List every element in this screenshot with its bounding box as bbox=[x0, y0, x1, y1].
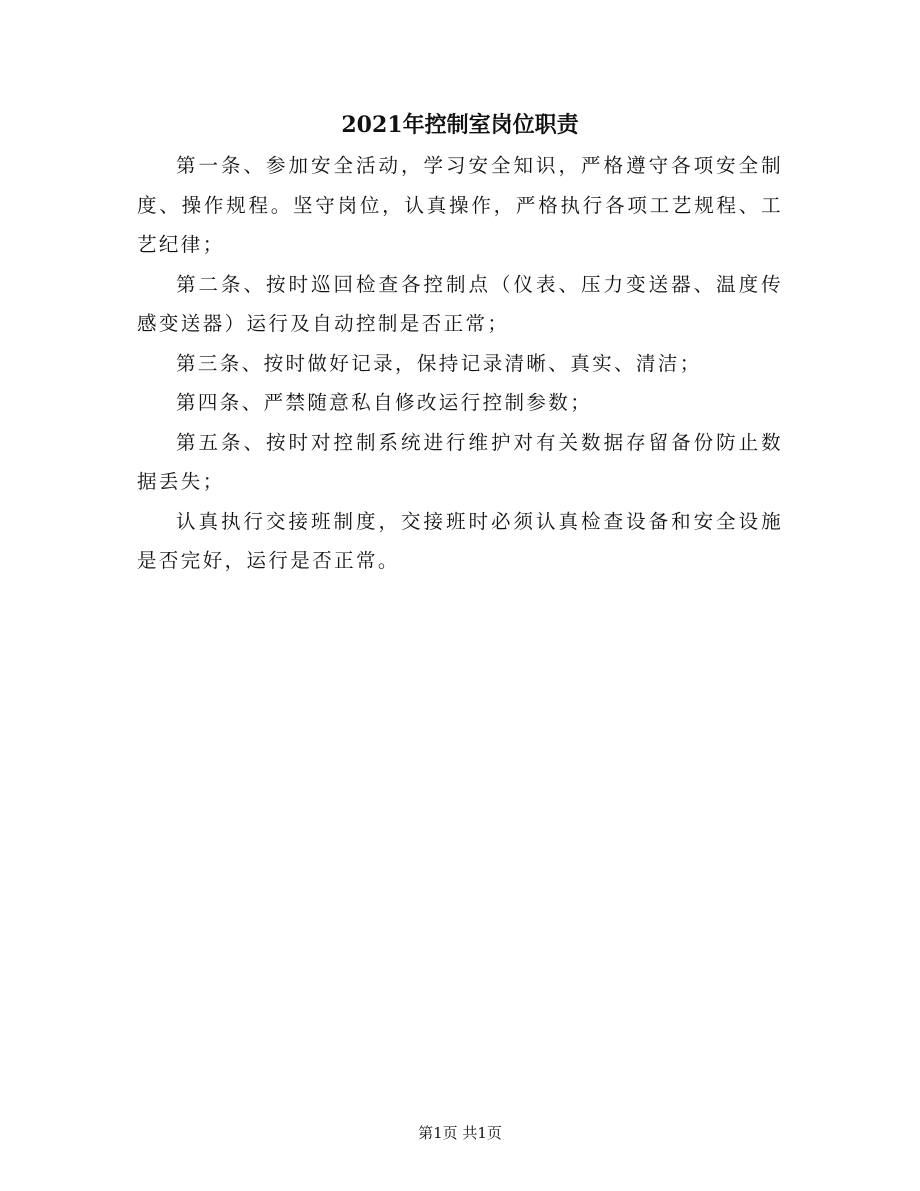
paragraph-article-1: 第一条、参加安全活动，学习安全知识，严格遵守各项安全制度、操作规程。坚守岗位，认真操作，严格执行各项工艺规程、工艺纪律； bbox=[137, 154, 783, 256]
paragraph-article-4: 第四条、严禁随意私自修改运行控制参数； bbox=[176, 391, 593, 414]
document-title: 2021年控制室岗位职责 bbox=[341, 112, 579, 138]
paragraph-shift-handover: 认真执行交接班制度，交接班时必须认真检查设备和安全设施是否完好，运行是否正常。 bbox=[137, 509, 783, 572]
paragraph-article-5: 第五条、按时对控制系统进行维护对有关数据存留备份防止数据丢失； bbox=[137, 430, 783, 493]
paragraph-article-3: 第三条、按时做好记录，保持记录清晰、真实、清洁； bbox=[176, 351, 702, 375]
paragraph-article-2: 第二条、按时巡回检查各控制点（仪表、压力变送器、温度传感变送器）运行及自动控制是否正常； bbox=[137, 272, 783, 335]
page-number-footer: 第1页 共1页 bbox=[418, 1124, 502, 1142]
document-body bbox=[137, 146, 783, 581]
